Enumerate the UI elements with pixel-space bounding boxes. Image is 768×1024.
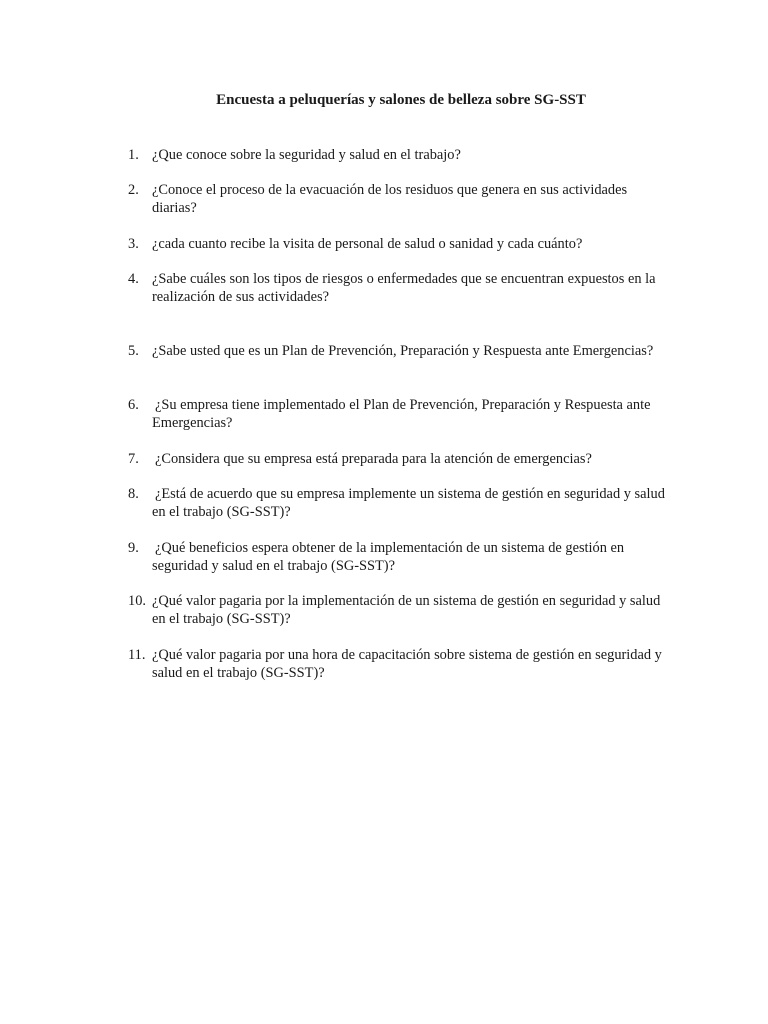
question-text: ¿Su empresa tiene implementado el Plan de Prevención, Preparación y Respuesta ante Emergencias? bbox=[152, 397, 651, 431]
question-text: ¿Qué valor pagaria por una hora de capacitación sobre sistema de gestión en seguridad y salud en el trabajo (SG-SST)? bbox=[152, 647, 662, 681]
question-number: 7. bbox=[128, 451, 139, 467]
question-item-7 bbox=[128, 450, 668, 468]
question-text: ¿Qué beneficios espera obtener de la implementación de un sistema de gestión en seguridad y salud en el trabajo (SG-SST)? bbox=[152, 540, 625, 574]
question-number: 11. bbox=[128, 647, 146, 663]
question-text: ¿Qué valor pagaria por la implementación de un sistema de gestión en seguridad y salud en el trabajo (SG-SST)? bbox=[152, 593, 661, 627]
question-number: 2. bbox=[128, 182, 139, 198]
question-number: 1. bbox=[128, 147, 139, 163]
question-number: 10. bbox=[128, 593, 146, 609]
question-number: 8. bbox=[128, 486, 139, 502]
question-item-6 bbox=[128, 396, 668, 432]
question-number: 9. bbox=[128, 540, 139, 556]
document-title: Encuesta a peluquerías y salones de belleza sobre SG-SST bbox=[216, 92, 586, 108]
question-number: 6. bbox=[128, 397, 139, 413]
question-number: 3. bbox=[128, 236, 139, 252]
question-text: ¿Está de acuerdo que su empresa implemente un sistema de gestión en seguridad y salud en el trabajo (SG-SST)? bbox=[152, 486, 665, 520]
question-item-3 bbox=[128, 235, 668, 253]
question-item-2 bbox=[128, 181, 668, 217]
question-item-5 bbox=[128, 342, 668, 360]
question-item-11 bbox=[128, 646, 668, 682]
question-number: 5. bbox=[128, 343, 139, 359]
question-item-10 bbox=[128, 592, 668, 628]
question-item-8 bbox=[128, 485, 668, 521]
question-item-9 bbox=[128, 539, 668, 575]
question-item-1 bbox=[128, 146, 668, 164]
question-text: ¿Conoce el proceso de la evacuación de los residuos que genera en sus actividades diarias? bbox=[152, 182, 628, 216]
question-text: ¿Considera que su empresa está preparada para la atención de emergencias? bbox=[155, 451, 592, 467]
question-number: 4. bbox=[128, 271, 139, 287]
question-item-4 bbox=[128, 270, 668, 306]
question-text: ¿cada cuanto recibe la visita de personal de salud o sanidad y cada cuánto? bbox=[152, 236, 583, 252]
question-text: ¿Sabe usted que es un Plan de Prevención, Preparación y Respuesta ante Emergencias? bbox=[152, 343, 654, 359]
question-text: ¿Sabe cuáles son los tipos de riesgos o enfermedades que se encuentran expuestos en la realización de sus actividades? bbox=[152, 271, 656, 305]
question-text: ¿Que conoce sobre la seguridad y salud en el trabajo? bbox=[152, 147, 461, 163]
